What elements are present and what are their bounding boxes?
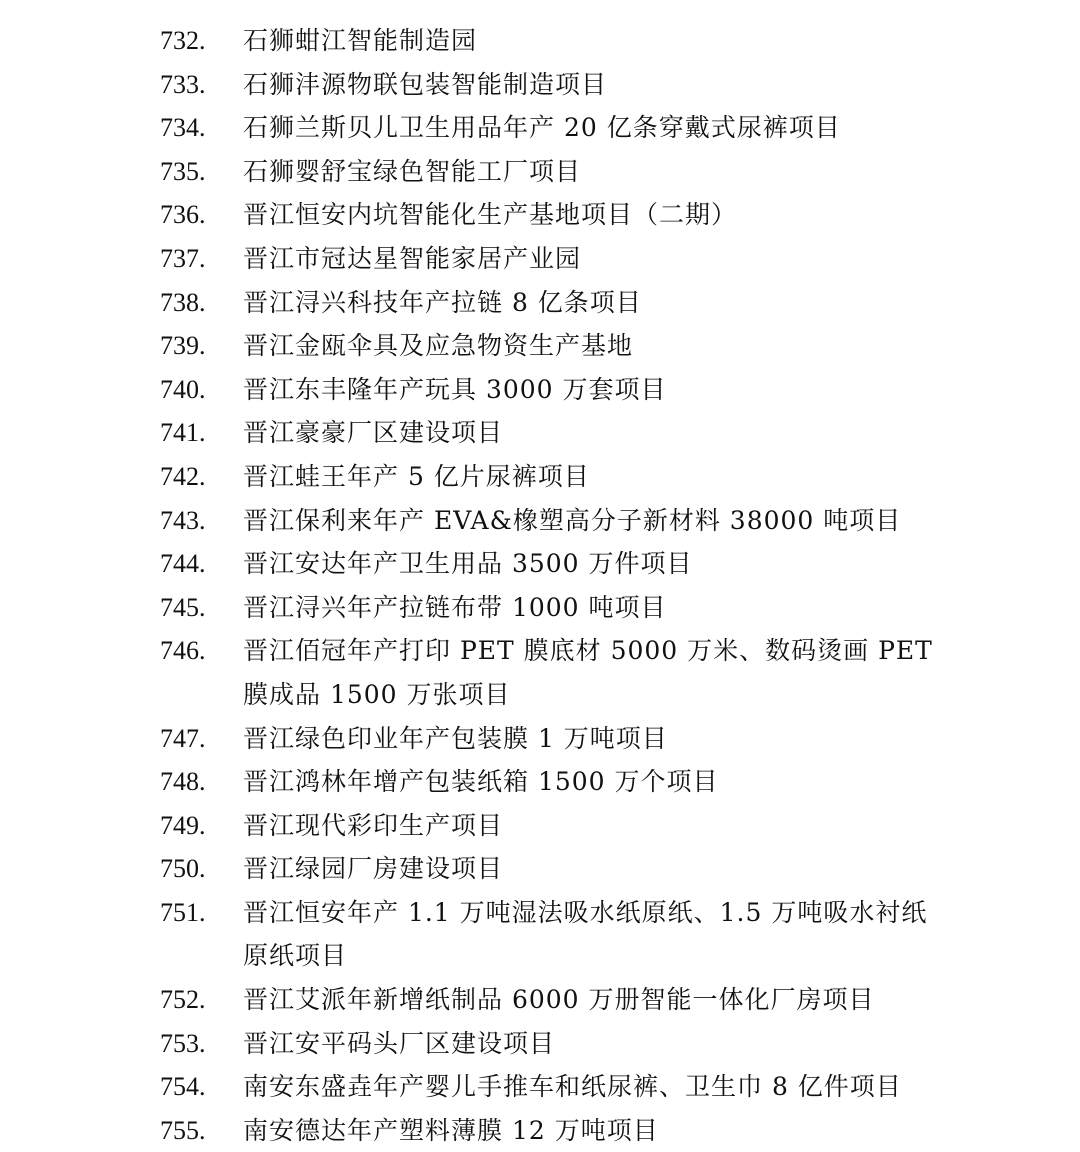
list-item bbox=[0, 586, 1080, 630]
list-item bbox=[0, 717, 1080, 761]
item-text: 晋江浔兴科技年产拉链 8 亿条项目 bbox=[243, 287, 642, 317]
item-number: 733. bbox=[160, 69, 206, 99]
item-text: 晋江浔兴年产拉链布带 1000 吨项目 bbox=[243, 592, 667, 622]
item-text: 石狮兰斯贝儿卫生用品年产 20 亿条穿戴式尿裤项目 bbox=[243, 113, 841, 143]
item-number: 734. bbox=[160, 113, 206, 143]
list-item bbox=[0, 847, 1080, 891]
list-item bbox=[0, 237, 1080, 281]
item-number: 737. bbox=[160, 243, 206, 273]
item-number: 732. bbox=[160, 26, 206, 55]
list-item bbox=[0, 193, 1080, 237]
item-number: 745. bbox=[160, 592, 206, 622]
list-item bbox=[0, 1065, 1080, 1109]
list-item bbox=[0, 499, 1080, 543]
item-number: 739. bbox=[160, 331, 206, 361]
list-item bbox=[0, 411, 1080, 455]
list-item bbox=[0, 150, 1080, 194]
item-number: 753. bbox=[160, 1028, 206, 1058]
item-text: 南安德达年产塑料薄膜 12 万吨项目 bbox=[243, 1115, 659, 1145]
item-text: 晋江市冠达星智能家居产业园 bbox=[243, 243, 582, 273]
item-number: 735. bbox=[160, 156, 206, 186]
item-number: 743. bbox=[160, 505, 206, 535]
list-item bbox=[0, 542, 1080, 586]
item-number: 746. bbox=[160, 636, 206, 666]
list-item bbox=[0, 978, 1080, 1022]
list-item bbox=[0, 804, 1080, 848]
item-text: 石狮蚶江智能制造园 bbox=[243, 26, 478, 55]
item-text: 晋江现代彩印生产项目 bbox=[243, 810, 504, 840]
item-text: 石狮沣源物联包装智能制造项目 bbox=[243, 69, 608, 99]
item-text: 晋江安达年产卫生用品 3500 万件项目 bbox=[243, 549, 693, 579]
item-text: 晋江恒安内坑智能化生产基地项目（二期） bbox=[243, 200, 738, 230]
item-text: 晋江鸿林年增产包装纸箱 1500 万个项目 bbox=[243, 767, 719, 797]
list-item bbox=[0, 1109, 1080, 1152]
item-text: 晋江佰冠年产打印 PET 膜底材 5000 万米、数码烫画 PET 膜成品 1500 万张项目 bbox=[243, 636, 933, 709]
list-item bbox=[0, 1022, 1080, 1066]
item-number: 747. bbox=[160, 723, 206, 753]
item-number: 748. bbox=[160, 767, 206, 797]
item-number: 752. bbox=[160, 985, 206, 1015]
item-text: 晋江蛙王年产 5 亿片尿裤项目 bbox=[243, 461, 590, 491]
item-number: 738. bbox=[160, 287, 206, 317]
project-list bbox=[0, 19, 1080, 1152]
item-text: 晋江艾派年新增纸制品 6000 万册智能一体化厂房项目 bbox=[243, 985, 875, 1015]
list-item bbox=[0, 281, 1080, 325]
item-number: 749. bbox=[160, 810, 206, 840]
item-text: 晋江恒安年产 1.1 万吨湿法吸水纸原纸、1.5 万吨吸水衬纸原纸项目 bbox=[243, 897, 928, 971]
list-item bbox=[0, 324, 1080, 368]
item-text: 晋江保利来年产 EVA&橡塑高分子新材料 38000 吨项目 bbox=[243, 505, 902, 535]
item-text: 石狮婴舒宝绿色智能工厂项目 bbox=[243, 156, 582, 186]
item-number: 736. bbox=[160, 200, 206, 230]
list-item bbox=[0, 629, 1080, 716]
item-text: 晋江金瓯伞具及应急物资生产基地 bbox=[243, 331, 634, 361]
list-item bbox=[0, 760, 1080, 804]
item-text: 南安东盛垚年产婴儿手推车和纸尿裤、卫生巾 8 亿件项目 bbox=[243, 1072, 902, 1102]
item-number: 742. bbox=[160, 461, 206, 491]
item-number: 751. bbox=[160, 897, 206, 927]
item-number: 740. bbox=[160, 374, 206, 404]
list-item bbox=[0, 368, 1080, 412]
item-text: 晋江豪豪厂区建设项目 bbox=[243, 418, 504, 448]
item-text: 晋江绿色印业年产包装膜 1 万吨项目 bbox=[243, 723, 668, 753]
item-number: 755. bbox=[160, 1115, 206, 1145]
list-item bbox=[0, 106, 1080, 150]
item-number: 744. bbox=[160, 549, 206, 579]
item-number: 741. bbox=[160, 418, 206, 448]
item-text: 晋江东丰隆年产玩具 3000 万套项目 bbox=[243, 374, 667, 404]
list-item bbox=[0, 455, 1080, 499]
list-item bbox=[0, 19, 1080, 63]
list-item bbox=[0, 63, 1080, 107]
item-text: 晋江安平码头厂区建设项目 bbox=[243, 1028, 556, 1058]
item-number: 754. bbox=[160, 1072, 206, 1102]
list-item bbox=[0, 891, 1080, 978]
item-text: 晋江绿园厂房建设项目 bbox=[243, 854, 504, 884]
item-number: 750. bbox=[160, 854, 206, 884]
